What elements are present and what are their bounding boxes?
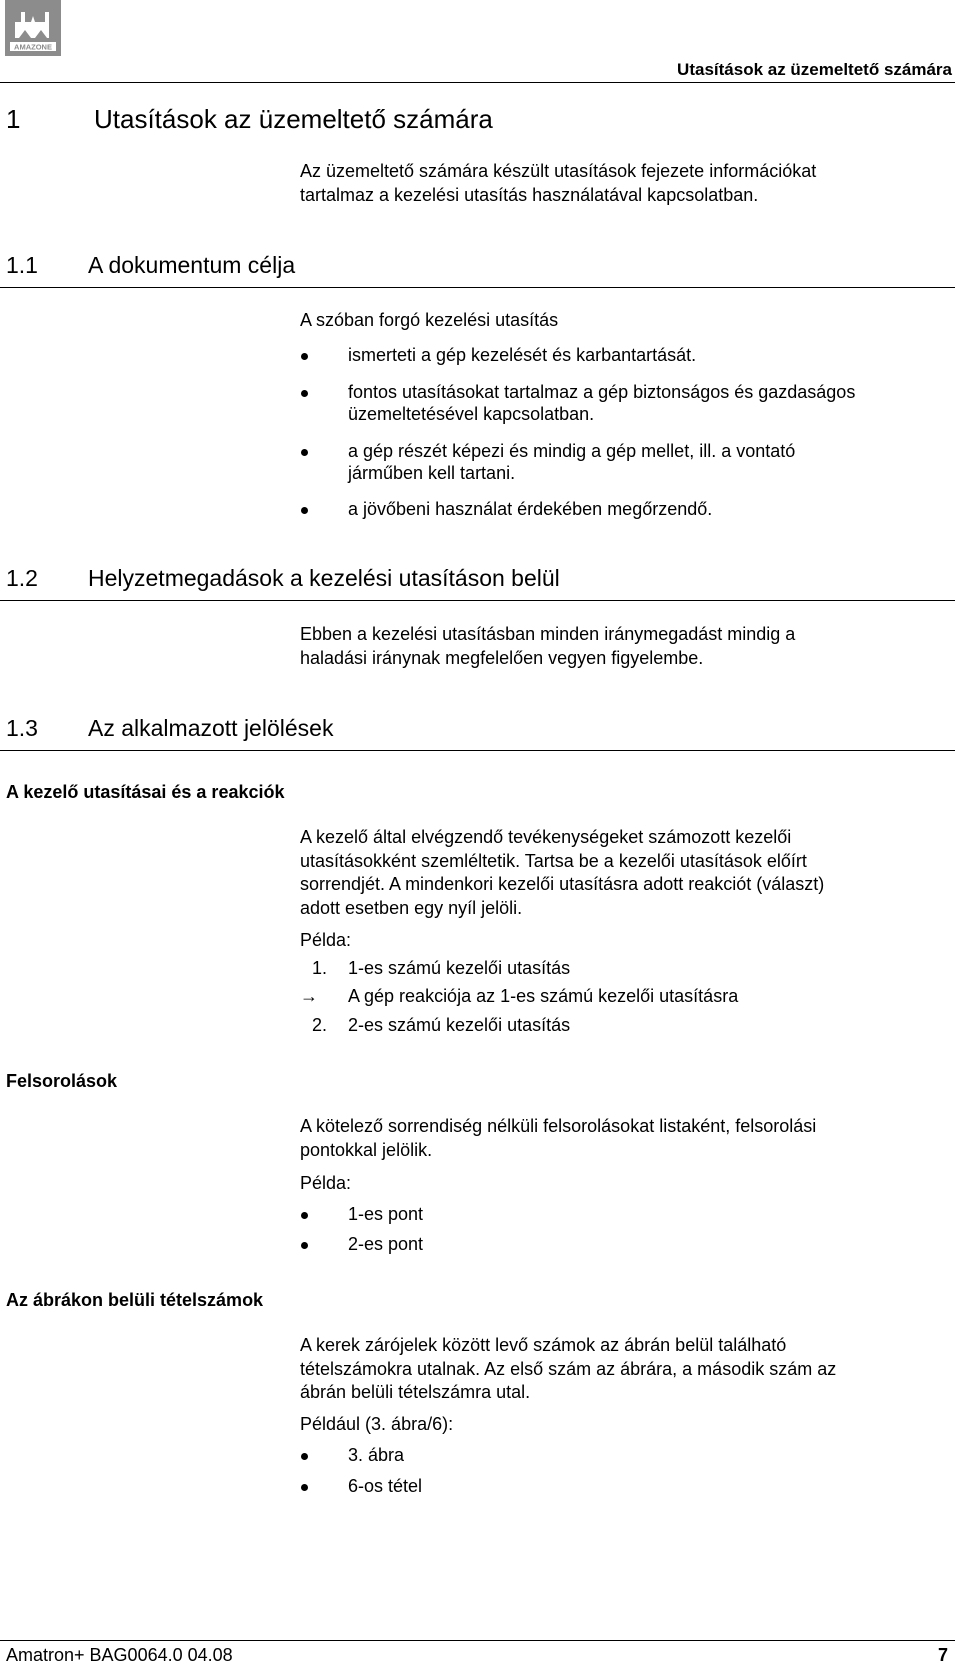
step-text: 2-es számú kezelői utasítás [348, 1015, 571, 1035]
footer-divider [0, 1640, 955, 1641]
chapter-intro [300, 160, 940, 207]
lists-text [300, 1115, 940, 1162]
logo-text: AMAZONE [14, 42, 52, 52]
chapter-intro-line: Az üzemeltető számára készült utasítások fejezete információkat [300, 161, 817, 181]
list-item-text: ismerteti a gép kezelését és karbantartását. [348, 345, 697, 365]
step-item [300, 985, 940, 1007]
amazone-logo-icon [5, 0, 61, 56]
list-item-text: üzemeltetésével kapcsolatban. [348, 404, 595, 424]
list-item [300, 1444, 940, 1466]
page-number: 7 [937, 1645, 948, 1665]
paragraph-line: pontokkal jelölik. [300, 1139, 433, 1160]
running-header-title: Utasítások az üzemeltető számára [677, 60, 952, 79]
subsection-heading-lists: Felsorolások [6, 1071, 118, 1091]
list-item [300, 1475, 940, 1497]
section-1-2-heading [6, 565, 560, 592]
example-label: Példa: [300, 1173, 352, 1193]
list-item [300, 381, 940, 425]
section-divider [0, 600, 955, 601]
step-text: A gép reakciója az 1-es számú kezelői utasításra [348, 986, 739, 1006]
chapter-heading [6, 104, 493, 135]
list-item-text: a gép részét képezi és mindig a gép mellet, ill. a vontató [348, 441, 796, 461]
paragraph-line: A kezelő által elvégzendő tevékenységeket számozott kezelői [300, 827, 792, 847]
paragraph-line: sorrendjét. A mindenkori kezelői utasításra adott reakciót (választ) [300, 874, 825, 894]
list-item-text: járműben kell tartani. [348, 463, 516, 483]
positions-text [300, 1334, 940, 1405]
paragraph-line: tételszámokra utalnak. Az első szám az ábrára, a második szám az [300, 1358, 837, 1379]
section-title: Helyzetmegadások a kezelési utasításon belül [88, 565, 560, 591]
chapter-intro-line: tartalmaz a kezelési utasítás használatával kapcsolatban. [300, 184, 759, 205]
example-label: Példa: [300, 930, 352, 950]
list-item-text: 1-es pont [348, 1204, 424, 1224]
paragraph-line: ábrán belüli tételszámra utal. [300, 1382, 531, 1402]
list-item-text: 2-es pont [348, 1234, 424, 1254]
section-1-1-heading [6, 252, 295, 279]
section-title: A dokumentum célja [88, 252, 296, 278]
section-1-1-lead: A szóban forgó kezelési utasítás [300, 310, 559, 330]
step-item [300, 1014, 940, 1036]
section-1-2-text [300, 623, 940, 670]
header-divider [0, 82, 955, 83]
paragraph-line: Ebben a kezelési utasításban minden iránymegadást mindig a [300, 624, 796, 644]
example-label: Például (3. ábra/6): [300, 1414, 454, 1434]
list-item [300, 1203, 940, 1225]
section-title: Az alkalmazott jelölések [88, 715, 334, 741]
list-item-text: 6-os tétel [348, 1476, 423, 1496]
section-divider [0, 750, 955, 751]
list-item [300, 344, 940, 366]
step-item [300, 957, 940, 979]
step-marker: 1. [312, 958, 328, 978]
list-item [300, 1233, 940, 1255]
subsection-heading-positions: Az ábrákon belüli tételszámok [6, 1290, 264, 1310]
section-number: 1.1 [6, 252, 38, 278]
subsection-heading-operator: A kezelő utasításai és a reakciók [6, 782, 285, 802]
section-divider [0, 287, 955, 288]
arrow-right-icon: → [300, 986, 318, 1006]
paragraph-line: A kerek zárójelek között levő számok az ábrán belül található [300, 1335, 787, 1355]
list-item [300, 440, 940, 484]
footer-document-id: Amatron+ BAG0064.0 04.08 [6, 1645, 233, 1665]
step-marker: 2. [312, 1015, 328, 1035]
list-item-text: fontos utasításokat tartalmaz a gép biztonságos és gazdaságos [348, 382, 856, 402]
list-item [300, 498, 940, 520]
list-item-text: a jövőbeni használat érdekében megőrzendő. [348, 499, 713, 519]
paragraph-line: adott esetben egy nyíl jelöli. [300, 897, 523, 918]
paragraph-line: utasításokként szemléltetik. Tartsa be a kezelői utasítások előírt [300, 850, 807, 871]
section-number: 1.2 [6, 565, 38, 591]
section-1-3-heading [6, 715, 333, 742]
step-text: 1-es számú kezelői utasítás [348, 958, 571, 978]
operator-text [300, 826, 940, 920]
chapter-number: 1 [6, 104, 21, 134]
paragraph-line: haladási iránynak megfelelően vegyen figyelembe. [300, 647, 704, 668]
chapter-title: Utasítások az üzemeltető számára [94, 104, 493, 134]
section-number: 1.3 [6, 715, 38, 741]
paragraph-line: A kötelező sorrendiség nélküli felsorolásokat listaként, felsorolási [300, 1116, 817, 1136]
list-item-text: 3. ábra [348, 1445, 405, 1465]
